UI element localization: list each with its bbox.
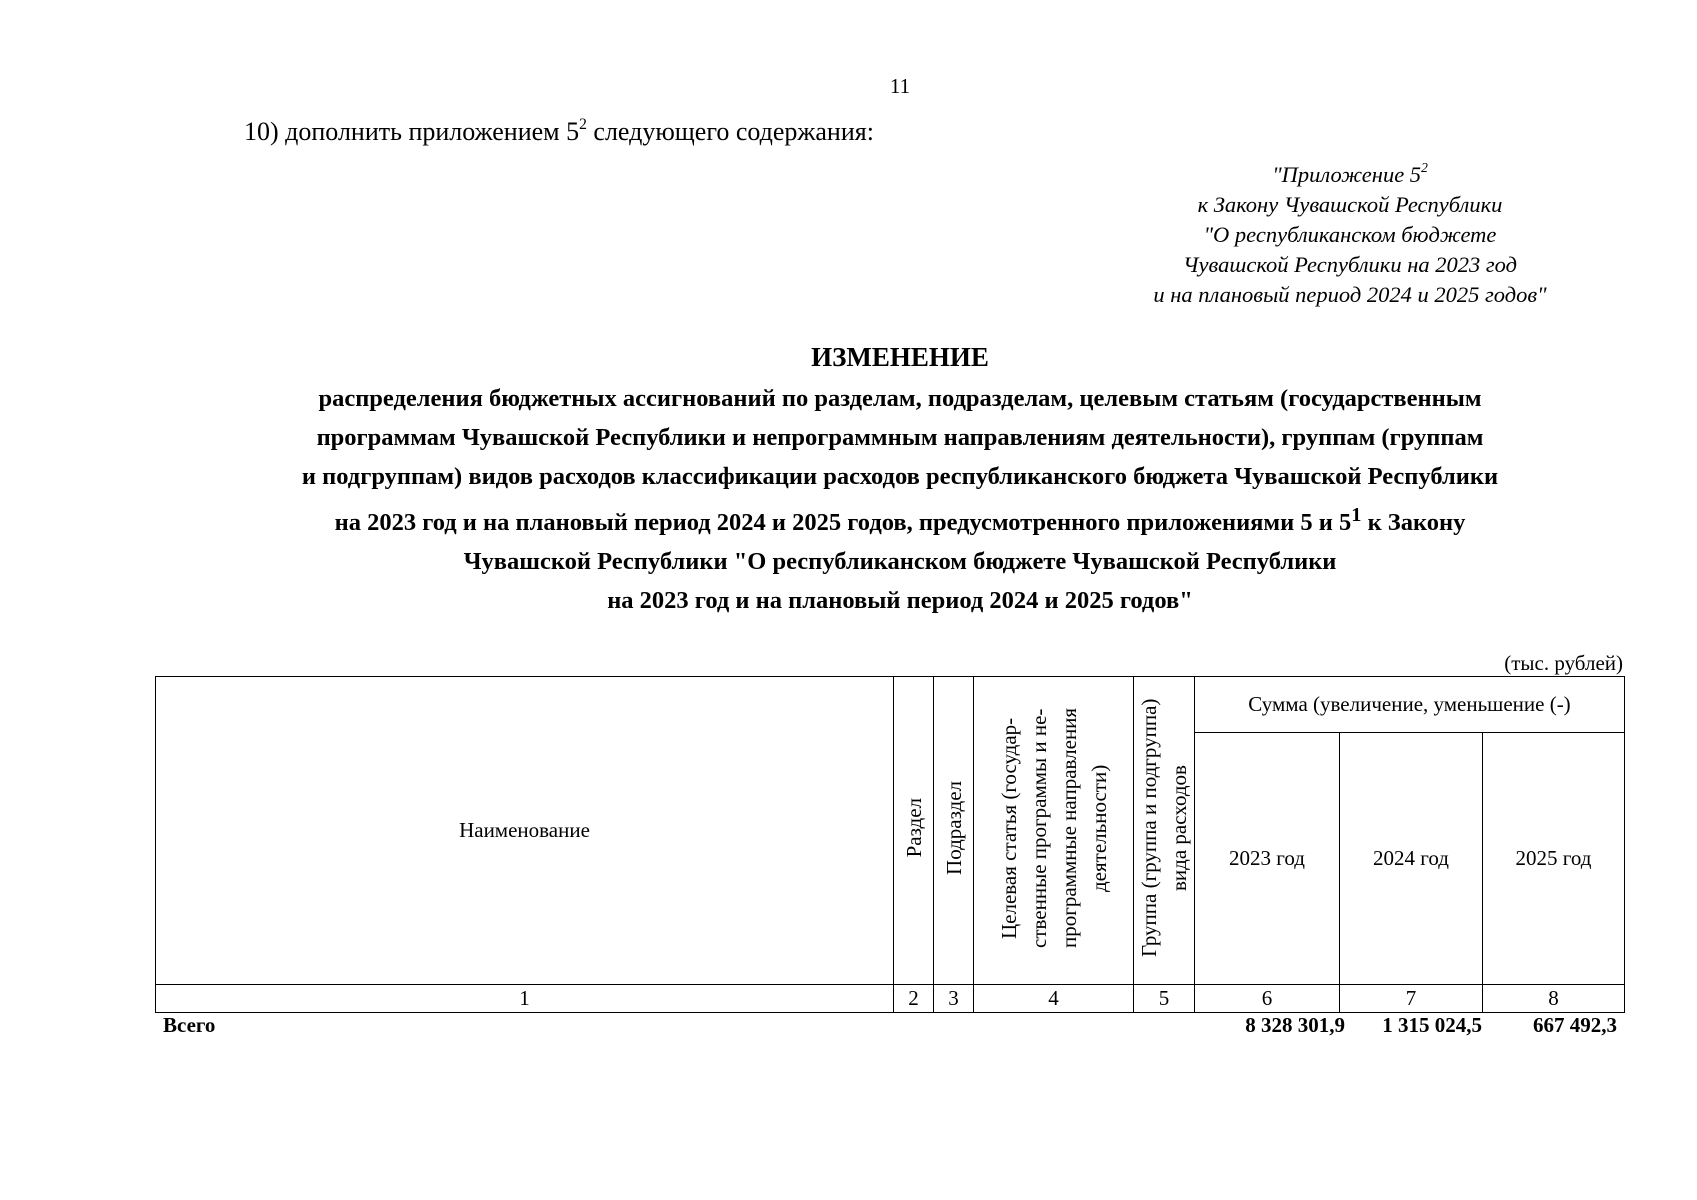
document-title-block	[180, 341, 1620, 620]
intro-superscript: 2	[579, 115, 587, 133]
column-number: 4	[974, 985, 1134, 1013]
column-number: 1	[156, 985, 894, 1013]
column-number: 7	[1340, 985, 1483, 1013]
subtitle-line-2: программам Чувашской Республики и непрограммным направлениям деятельности), группам (группам	[316, 424, 1484, 451]
subtitle-line-1: распределения бюджетных ассигнований по разделам, подразделам, целевым статьям (государственным	[318, 385, 1482, 412]
column-number: 5	[1134, 985, 1195, 1013]
intro-paragraph	[244, 117, 874, 147]
header-target-article-text: Целевая статья (государ-ственные программы и не-программные направления деятельности)	[996, 707, 1111, 948]
header-year-2024: 2024 год	[1340, 733, 1483, 985]
intro-text-after: следующего содержания:	[586, 117, 874, 146]
subtitle-superscript: 1	[1351, 504, 1362, 526]
appendix-line-3: "О республиканском бюджете	[1203, 222, 1497, 247]
appendix-title: "Приложение 5	[1272, 162, 1422, 187]
appendix-line-4: Чувашской Республики на 2023 год	[1183, 252, 1517, 277]
header-subsection-text: Подраздел	[941, 780, 966, 875]
column-number: 3	[934, 985, 974, 1013]
appendix-reference	[1100, 160, 1600, 310]
column-number: 6	[1195, 985, 1340, 1013]
units-label: (тыс. рублей)	[1504, 651, 1623, 675]
header-sum: Сумма (увеличение, уменьшение (-)	[1195, 677, 1625, 733]
header-expense-group	[1134, 677, 1195, 985]
subtitle-line-5: Чувашской Республики "О республиканском бюджете Чувашской Республики	[463, 548, 1337, 576]
intro-text: 10) дополнить приложением 5	[244, 117, 580, 146]
column-number: 2	[894, 985, 934, 1013]
subtitle-line-4-text: на 2023 год и на плановый период 2024 и 2025 годов, предусмотренного приложениями 5 и 5	[334, 509, 1352, 537]
document-heading: ИЗМЕНЕНИЕ	[811, 342, 989, 372]
header-year-2023: 2023 год	[1195, 733, 1340, 985]
appendix-line-2: к Закону Чувашской Республики	[1197, 192, 1503, 217]
header-expense-group-text: Группа (группа и подгруппа) вида расходов	[1137, 698, 1191, 957]
total-2024: 1 315 024,5	[1382, 1013, 1482, 1037]
page-number: 11	[889, 74, 911, 98]
appendix-line-1	[1100, 160, 1600, 190]
subtitle-line-4-tail: к Закону	[1361, 509, 1466, 537]
column-number: 8	[1483, 985, 1625, 1013]
subtitle-line-6: на 2023 год и на плановый период 2024 и 2025 годов"	[607, 587, 1193, 615]
total-label: Всего	[163, 1013, 216, 1037]
header-subsection	[934, 677, 974, 985]
appendix-line-5: и на плановый период 2024 и 2025 годов"	[1153, 282, 1547, 307]
total-2023: 8 328 301,9	[1245, 1013, 1345, 1037]
header-name: Наименование	[156, 677, 894, 985]
total-row	[155, 1013, 1623, 1043]
appendix-superscript: 2	[1421, 160, 1428, 176]
budget-header-table	[155, 676, 1625, 1013]
header-section-text: Раздел	[901, 797, 926, 858]
header-year-2025: 2025 год	[1483, 733, 1625, 985]
subtitle-line-3: и подгруппам) видов расходов классификации расходов республиканского бюджета Чувашской Республики	[301, 463, 1499, 490]
header-section	[894, 677, 934, 985]
total-2025: 667 492,3	[1533, 1013, 1617, 1037]
subtitle-line-4	[180, 496, 1620, 542]
header-target-article	[974, 677, 1134, 985]
